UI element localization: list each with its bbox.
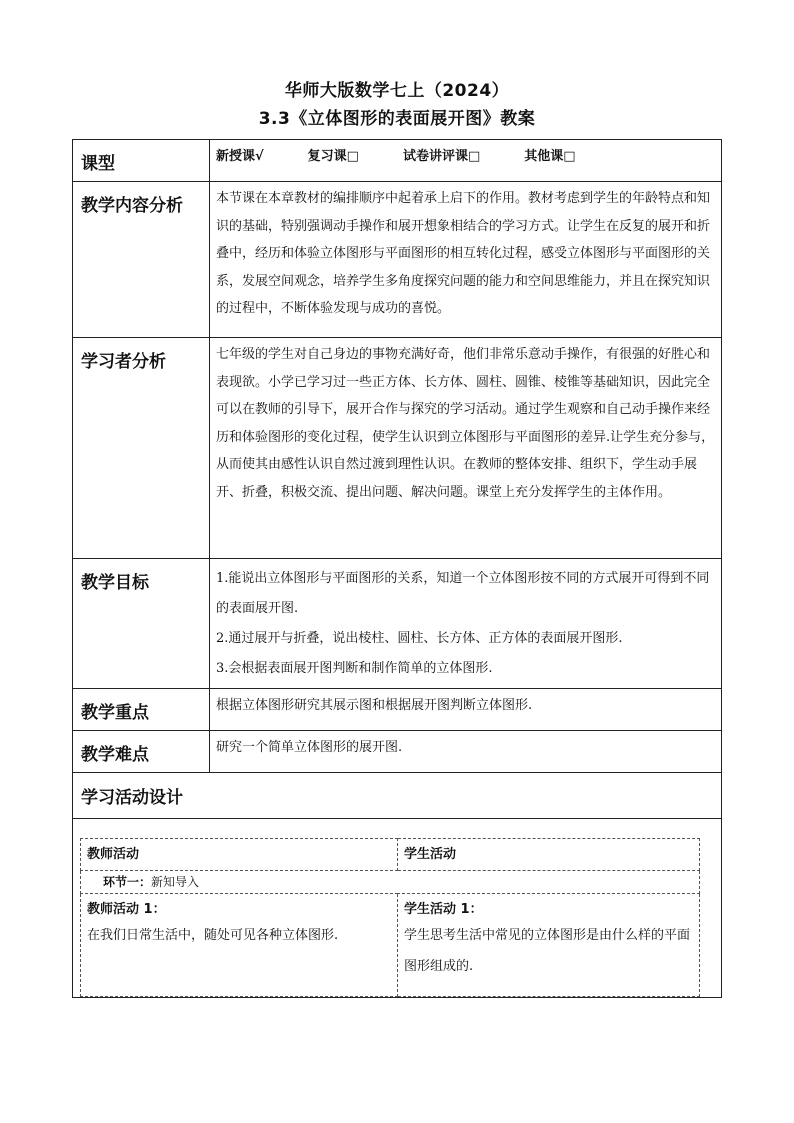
key-points-row bbox=[73, 689, 722, 731]
student-activity-label: 学生活动 1： bbox=[404, 902, 483, 917]
teacher-activity-header: 教师活动 bbox=[81, 839, 398, 871]
difficulties-text: 研究一个简单立体图形的展开图. bbox=[210, 731, 722, 773]
activity-table-cell bbox=[73, 819, 722, 998]
objective-item: 3.会根据表面展开图判断和制作简单的立体图形. bbox=[216, 661, 493, 676]
content-analysis-row bbox=[73, 182, 722, 338]
learner-analysis-row bbox=[73, 338, 722, 559]
difficulties-label: 教学难点 bbox=[73, 731, 210, 773]
lesson-type-label: 课型 bbox=[73, 140, 210, 182]
lesson-type-row bbox=[73, 140, 722, 182]
lesson-plan-table bbox=[72, 139, 722, 998]
objectives-row bbox=[73, 559, 722, 689]
key-points-label: 教学重点 bbox=[73, 689, 210, 731]
content-analysis-text: 本节课在本章教材的编排顺序中起着承上启下的作用。教材考虑到学生的年龄特点和知识的基础，特别强调动手操作和展开想象相结合的学习方式。让学生在反复的展开和折叠中，经历和体验立体图形与平面图形的相互转化过程，感受立体图形与平面图形的关系，发展空间观念，培养学生多角度探究问题的能力和空间思维能力，并且在探究知识的过程中，不断体验发现与成功的喜悦。 bbox=[210, 182, 722, 338]
stage-row bbox=[81, 871, 700, 894]
learner-analysis-label: 学习者分析 bbox=[73, 338, 210, 559]
student-activity-header: 学生活动 bbox=[398, 839, 700, 871]
activity-table-row bbox=[73, 819, 722, 998]
student-activity-text: 学生思考生活中常见的立体图形是由什么样的平面图形组成的. bbox=[404, 928, 691, 974]
teacher-activity-label: 教师活动 1： bbox=[87, 902, 166, 917]
lesson-type-option-other: 其他课□ bbox=[524, 149, 576, 164]
lesson-type-option-review: 复习课□ bbox=[307, 149, 359, 164]
teacher-activity-text: 在我们日常生活中，随处可见各种立体图形. bbox=[87, 928, 339, 943]
difficulties-row bbox=[73, 731, 722, 773]
learner-analysis-text: 七年级的学生对自己身边的事物充满好奇，他们非常乐意动手操作，有很强的好胜心和表现欲。小学已学习过一些正方体、长方体、圆柱、圆锥、棱锥等基础知识，因此完全可以在教师的引导下，展开合作与探究的学习活动。通过学生观察和自己动手操作来经历和体验图形的变化过程，使学生认识到立体图形与平面图形的差异.让学生充分参与，从而使其由感性认识自然过渡到理性认识。在教师的整体安排、组织下，学生动手展开、折叠，积极交流、提出问题、解决问题。课堂上充分发挥学生的主体作用。 bbox=[210, 338, 722, 559]
document-subtitle: 3.3《立体图形的表面展开图》教案 bbox=[258, 109, 536, 129]
stage-label: 环节一： bbox=[103, 875, 152, 889]
stage-name: 新知导入 bbox=[151, 875, 200, 889]
activity-design-label: 学习活动设计 bbox=[73, 773, 722, 819]
objectives-label: 教学目标 bbox=[73, 559, 210, 689]
objectives-list bbox=[210, 559, 722, 689]
key-points-text: 根据立体图形研究其展示图和根据展开图判断立体图形. bbox=[210, 689, 722, 731]
lesson-type-option-exam: 试卷讲评课□ bbox=[402, 149, 481, 164]
activity-table bbox=[80, 838, 700, 997]
student-activity-cell bbox=[398, 894, 700, 997]
content-analysis-label: 教学内容分析 bbox=[73, 182, 210, 338]
lesson-type-option-new: 新授课√ bbox=[216, 149, 264, 164]
lesson-type-options bbox=[210, 140, 722, 182]
teacher-activity-cell bbox=[81, 894, 398, 997]
document-title: 华师大版数学七上（2024） bbox=[284, 81, 510, 101]
activity-design-row bbox=[73, 773, 722, 819]
objective-item: 2.通过展开与折叠，说出棱柱、圆柱、长方体、正方体的表面展开图形. bbox=[216, 631, 623, 646]
objective-item: 1.能说出立体图形与平面图形的关系，知道一个立体图形按不同的方式展开可得到不同的表面展开图. bbox=[216, 571, 710, 616]
